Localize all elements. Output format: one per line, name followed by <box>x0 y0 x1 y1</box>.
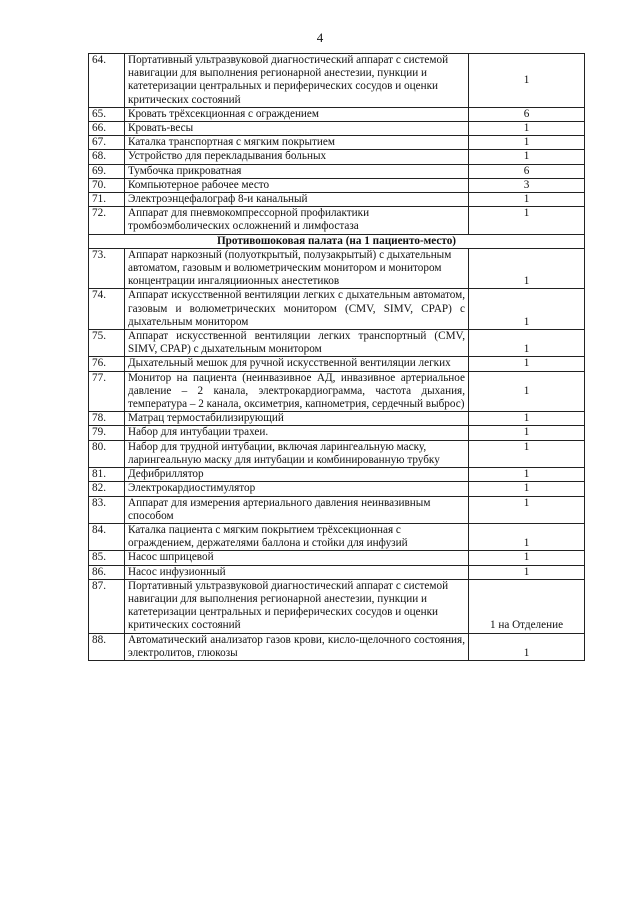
row-quantity: 1 <box>469 412 585 426</box>
row-equipment-name: Дыхательный мешок для ручной искусственной вентиляции легких <box>125 357 469 371</box>
row-quantity: 1 <box>469 496 585 523</box>
row-quantity: 1 <box>469 523 585 550</box>
row-number: 74. <box>89 289 125 330</box>
row-equipment-name: Кровать трёхсекционная с ограждением <box>125 107 469 121</box>
row-equipment-name: Устройство для перекладывания больных <box>125 150 469 164</box>
row-number: 85. <box>89 551 125 565</box>
row-quantity: 1 <box>469 330 585 357</box>
row-equipment-name: Матрац термостабилизирующий <box>125 412 469 426</box>
row-quantity: 6 <box>469 107 585 121</box>
table-row <box>89 289 585 330</box>
row-number: 88. <box>89 633 125 660</box>
row-number: 79. <box>89 426 125 440</box>
row-quantity: 6 <box>469 164 585 178</box>
row-number: 80. <box>89 440 125 467</box>
row-equipment-name: Аппарат для измерения артериального давления неинвазивным способом <box>125 496 469 523</box>
row-quantity: 1 <box>469 468 585 482</box>
table-row <box>89 164 585 178</box>
row-quantity: 1 <box>469 150 585 164</box>
row-number: 70. <box>89 178 125 192</box>
row-number: 64. <box>89 54 125 108</box>
table-row <box>89 496 585 523</box>
table-row <box>89 468 585 482</box>
row-equipment-name: Компьютерное рабочее место <box>125 178 469 192</box>
row-equipment-name: Тумбочка прикроватная <box>125 164 469 178</box>
row-quantity: 1 <box>469 193 585 207</box>
row-quantity: 1 <box>469 248 585 289</box>
row-equipment-name: Монитор на пациента (неинвазивное АД, инвазивное артериальное давление – 2 канала, электрокардиограмма, частота дыхания, температура – 2 канала, оксиметрия, капнометрия, сердечный выброс) <box>125 371 469 412</box>
table-row <box>89 565 585 579</box>
row-quantity: 1 на Отделение <box>469 579 585 633</box>
table-row <box>89 633 585 660</box>
row-number: 77. <box>89 371 125 412</box>
equipment-table <box>88 53 585 661</box>
row-quantity: 1 <box>469 426 585 440</box>
table-row <box>89 136 585 150</box>
table-row <box>89 523 585 550</box>
row-number: 82. <box>89 482 125 496</box>
row-quantity: 1 <box>469 440 585 467</box>
table-row <box>89 412 585 426</box>
row-quantity: 1 <box>469 371 585 412</box>
row-number: 84. <box>89 523 125 550</box>
row-equipment-name: Набор для трудной интубации, включая ларингеальную маску, ларингеальную маску для интубации и комбинированную трубку <box>125 440 469 467</box>
row-equipment-name: Электрокардиостимулятор <box>125 482 469 496</box>
equipment-table-body <box>89 54 585 661</box>
table-row <box>89 54 585 108</box>
table-row <box>89 482 585 496</box>
row-number: 65. <box>89 107 125 121</box>
row-equipment-name: Электроэнцефалограф 8-и канальный <box>125 193 469 207</box>
row-quantity: 1 <box>469 633 585 660</box>
row-quantity: 1 <box>469 54 585 108</box>
table-row <box>89 248 585 289</box>
row-equipment-name: Автоматический анализатор газов крови, кисло-щелочного состояния, электролитов, глюкозы <box>125 633 469 660</box>
row-quantity: 1 <box>469 357 585 371</box>
table-row <box>89 371 585 412</box>
row-number: 66. <box>89 122 125 136</box>
row-number: 68. <box>89 150 125 164</box>
table-row <box>89 122 585 136</box>
table-row <box>89 178 585 192</box>
row-number: 69. <box>89 164 125 178</box>
row-number: 71. <box>89 193 125 207</box>
row-number: 75. <box>89 330 125 357</box>
table-row <box>89 107 585 121</box>
row-quantity: 1 <box>469 289 585 330</box>
row-equipment-name: Аппарат искусственной вентиляции легких с дыхательным автоматом, газовым и волюметрических монитором (CMV, SIMV, CPAP) с дыхательным монитором <box>125 289 469 330</box>
row-equipment-name: Кровать-весы <box>125 122 469 136</box>
row-number: 73. <box>89 248 125 289</box>
row-equipment-name: Портативный ультразвуковой диагностический аппарат с системой навигации для выполнения регионарной анестезии, пункции и катетеризации центральных и периферических сосудов и оценки критических состояний <box>125 54 469 108</box>
row-equipment-name: Аппарат для пневмокомпрессорной профилактики тромбоэмболических осложнений и лимфостаза <box>125 207 469 234</box>
section-header-row <box>89 234 585 248</box>
row-number: 81. <box>89 468 125 482</box>
table-row <box>89 207 585 234</box>
table-row <box>89 357 585 371</box>
row-quantity: 1 <box>469 136 585 150</box>
row-quantity: 1 <box>469 207 585 234</box>
row-number: 87. <box>89 579 125 633</box>
page-number: 4 <box>316 30 324 45</box>
table-row <box>89 579 585 633</box>
table-row <box>89 426 585 440</box>
row-quantity: 1 <box>469 565 585 579</box>
table-row <box>89 150 585 164</box>
row-number: 72. <box>89 207 125 234</box>
row-quantity: 1 <box>469 122 585 136</box>
row-quantity: 1 <box>469 551 585 565</box>
row-equipment-name: Аппарат искусственной вентиляции легких транспортный (CMV, SIMV, CPAP) с дыхательным монитором <box>125 330 469 357</box>
row-equipment-name: Дефибриллятор <box>125 468 469 482</box>
row-equipment-name: Портативный ультразвуковой диагностический аппарат с системой навигации для выполнения регионарной анестезии, пункции и катетеризации центральных и периферических сосудов и оценки критических состояний <box>125 579 469 633</box>
table-row <box>89 193 585 207</box>
section-title: Противошоковая палата (на 1 пациенто-место) <box>89 234 585 248</box>
row-equipment-name: Насос шприцевой <box>125 551 469 565</box>
row-number: 67. <box>89 136 125 150</box>
row-number: 86. <box>89 565 125 579</box>
row-equipment-name: Аппарат наркозный (полуоткрытый, полузакрытый) с дыхательным автоматом, газовым и волюметрическим монитором и монитором концентрации ингаляциионных анестетиков <box>125 248 469 289</box>
table-row <box>89 440 585 467</box>
row-number: 83. <box>89 496 125 523</box>
table-row <box>89 551 585 565</box>
row-equipment-name: Каталка транспортная с мягким покрытием <box>125 136 469 150</box>
row-equipment-name: Насос инфузионный <box>125 565 469 579</box>
table-row <box>89 330 585 357</box>
row-number: 76. <box>89 357 125 371</box>
row-equipment-name: Набор для интубации трахеи. <box>125 426 469 440</box>
row-quantity: 1 <box>469 482 585 496</box>
row-quantity: 3 <box>469 178 585 192</box>
row-equipment-name: Каталка пациента с мягким покрытием трёхсекционная с ограждением, держателями баллона и стойки для инфузий <box>125 523 469 550</box>
row-number: 78. <box>89 412 125 426</box>
